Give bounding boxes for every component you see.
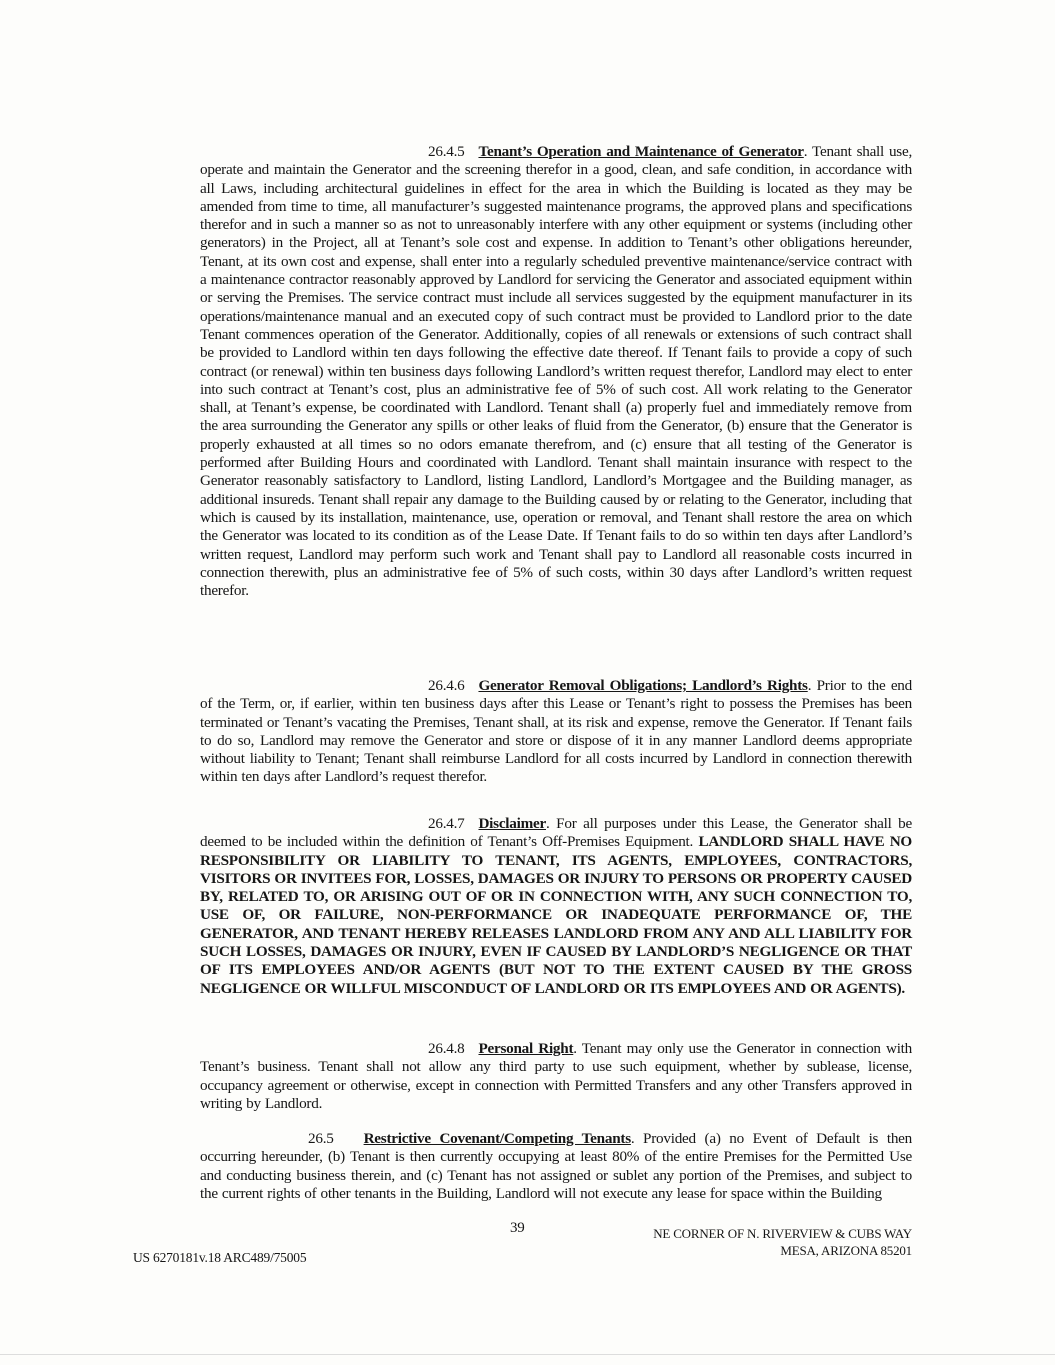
- section-number: 26.4.7: [428, 815, 465, 832]
- footer-address-line2: MESA, ARIZONA 85201: [780, 1243, 912, 1258]
- section-number: 26.5: [308, 1130, 334, 1147]
- section-26-5: [200, 1130, 912, 1203]
- section-number: 26.4.5: [428, 143, 465, 160]
- footer-doc-id: US 6270181v.18 ARC489/75005: [133, 1250, 307, 1265]
- section-body: . Tenant may only use the Generator in connection with Tenant’s business. Tenant shall not allow any third party to use such equipment, whether by sublease, license, occupancy agreement or otherwise, except in connection with Permitted Transfers and any other Transfers approved in writing by Landlord.: [200, 1040, 913, 1112]
- section-heading: Disclaimer: [478, 815, 546, 832]
- footer-address-line1: NE CORNER OF N. RIVERVIEW & CUBS WAY: [653, 1226, 912, 1241]
- section-body: . For all purposes under this Lease, the Generator shall be deemed to be included within the definition of Tenant’s Off-Premises Equipment.: [200, 815, 912, 851]
- section-26-4-5: [200, 143, 912, 600]
- section-heading: Tenant’s Operation and Maintenance of Generator: [478, 143, 804, 160]
- section-body: . Tenant shall use, operate and maintain the Generator and the screening therefor in a good, clean, and safe condition, in accordance with all Laws, including architectural guidelines in effect for the area in which the Building is located as they may be amended from time to time, all manufacturer’s suggested maintenance programs, the approved plans and specifications therefor and in such a manner so as not to unreasonably interfere with any other equipment or systems (including other generators) in the Project, all at Tenant’s sole cost and expense. In addition to Tenant’s other obligations hereunder, Tenant, at its own cost and expense, shall enter into a regularly scheduled preventive maintenance/service contract with a maintenance contractor reasonably approved by Landlord for servicing the Generator and associated equipment within or serving the Premises. The service contract must include all services suggested by the equipment manufacturer in its operations/maintenance manual and an executed copy of such contract must be provided to Landlord prior to the date Tenant commences operation of the Generator. Additionally, copies of all renewals or extensions of such contract shall be provided to Landlord within ten days following the effective date thereof. If Tenant fails to provide a copy of such contract (or renewal) within ten business days following Landlord’s written request therefor, Landlord may elect to enter into such contract at Tenant’s cost, plus an administrative fee of 5% of such cost. All work relating to the Generator shall, at Tenant’s expense, be coordinated with Landlord. Tenant shall (a) properly fuel and immediately remove from the area surrounding the Generator any spills or other leaks of fluid from the Generator, (b) ensure that the Generator is properly exhausted at all times so no odors emanate therefrom, and (c) ensure that all testing of the Generator is performed after Building Hours and coordinated with Landlord. Tenant shall maintain insurance with respect to the Generator reasonably satisfactory to Landlord, listing Landlord, Landlord’s Mortgagee and the Building manager, as additional insureds. Tenant shall repair any damage to the Building caused by or relating to the Generator, including that which is caused by its installation, maintenance, use, operation or removal, and Tenant shall restore the area on which the Generator was located to its condition as of the Lease Date. If Tenant fails to do so within ten days after Landlord’s written request, Landlord may perform such work and Tenant shall pay to Landlord all reasonable costs incurred in connection therewith, plus an administrative fee of 5% of such costs, within 30 days after Landlord’s written request therefor.: [200, 143, 912, 600]
- section-heading: Personal Right: [478, 1040, 574, 1057]
- section-heading: Generator Removal Obligations; Landlord’s Rights: [478, 677, 808, 694]
- scan-edge-divider: [0, 1354, 1055, 1355]
- section-heading: Restrictive Covenant/Competing Tenants: [363, 1130, 631, 1147]
- section-body: . Prior to the end of the Term, or, if earlier, within ten business days after this Lease or Tenant’s right to possess the Premises has been terminated or Tenant’s vacating the Premises, Tenant shall, at its risk and expense, remove the Generator. If Tenant fails to do so, Landlord may remove the Generator and store or dispose of it in any manner Landlord deems appropriate without liability to Tenant; Tenant shall reimburse Landlord for all costs incurred by Landlord in connection therewith within ten days after Landlord’s request therefor.: [200, 677, 912, 786]
- section-26-4-7: [200, 815, 912, 998]
- section-26-4-6: [200, 677, 912, 787]
- section-disclaimer-bold: LANDLORD SHALL HAVE NO RESPONSIBILITY OR LIABILITY TO TENANT, ITS AGENTS, EMPLOYEES, CONTRACTORS, VISITORS OR INVITEES FOR, LOSSES, DAMAGES OR INJURY TO PERSONS OR PROPERTY CAUSED BY, RELATED TO, OR ARISING OUT OF OR IN CONNECTION WITH, ANY SUCH CONNECTION TO, USE OF, OR FAILURE, NON-PERFORMANCE OR INADEQUATE PERFORMANCE OF, THE GENERATOR, AND TENANT HEREBY RELEASES LANDLORD FROM ANY AND ALL LIABILITY FOR SUCH LOSSES, DAMAGES OR INJURY, EVEN IF CAUSED BY LANDLORD’S NEGLIGENCE OR THAT OF ITS EMPLOYEES AND/OR AGENTS (BUT NOT TO THE EXTENT CAUSED BY THE GROSS NEGLIGENCE OR WILLFUL MISCONDUCT OF LANDLORD OR ITS EMPLOYEES AND OR AGENTS).: [200, 833, 912, 997]
- section-26-4-8: [200, 1040, 912, 1113]
- section-number: 26.4.8: [428, 1040, 465, 1057]
- page-number: 39: [510, 1220, 525, 1236]
- section-body: . Provided (a) no Event of Default is then occurring hereunder, (b) Tenant is then currently occupying at least 80% of the entire Premises for the Permitted Use and conducting business therein, and (c) Tenant has not assigned or sublet any portion of the Premises, and subject to the current rights of other tenants in the Building, Landlord will not execute any lease for space within the Building: [200, 1130, 912, 1202]
- section-number: 26.4.6: [428, 677, 465, 694]
